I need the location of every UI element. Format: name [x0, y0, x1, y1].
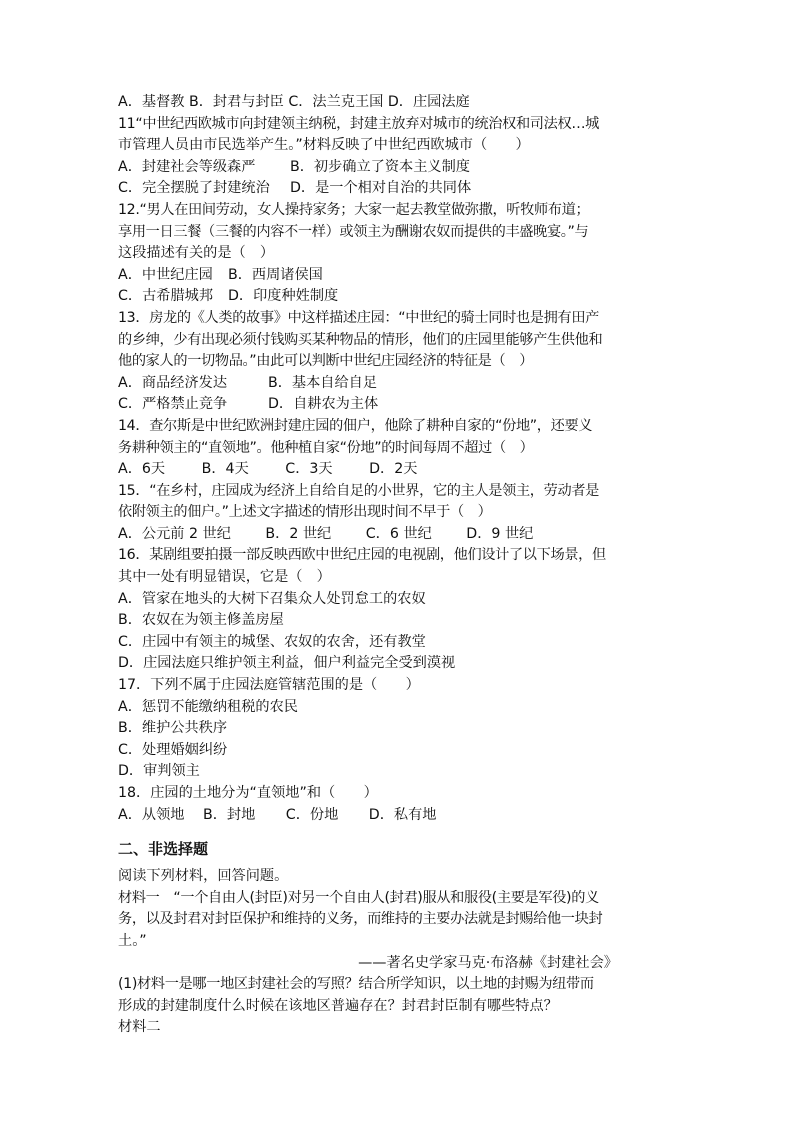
q11-stem-line: 11“中世纪西欧城市向封建领主纳税，封建主放弃对城市的统治权和司法权…城 [118, 115, 599, 132]
q16-stem-line: 其中一处有明显错误，它是（ ） [118, 569, 331, 586]
q14-option-c: C．3天 [285, 461, 333, 478]
sub-question-1-line: (1)材料一是哪一地区封建社会的写照？结合所学知识，以土地的封赐为纽带而 [118, 976, 594, 993]
q13-option-b: B．基本自给自足 [268, 374, 378, 391]
question-15 [118, 481, 678, 546]
question-11 [118, 114, 678, 200]
q10-options: A．基督教 B．封君与封臣 C．法兰克王国 D．庄园法庭 [118, 94, 470, 110]
q16-option-d: D．庄园法庭只维护领主利益，佃户利益完全受到漠视 [118, 655, 456, 672]
q12-option-b: B．西周诸侯国 [228, 266, 323, 283]
q13-option-row [118, 373, 678, 395]
question-14 [118, 416, 678, 481]
q12-option-c: C．古希腊城邦 [118, 288, 214, 305]
q13-stem-line: 13．房龙的《人类的故事》中这样描述庄园：“中世纪的骑士同时也是拥有田产 [118, 309, 599, 326]
q14-option-a: A．6天 [118, 461, 166, 478]
q11-option-a: A．封建社会等级森严 [118, 158, 256, 175]
question-17 [118, 675, 678, 783]
q13-option-a: A．商品经济发达 [118, 374, 228, 391]
q15-option-d: D．9 世纪 [466, 525, 534, 542]
q13-option-row [118, 394, 678, 416]
q14-option-b: B．4天 [201, 461, 249, 478]
material-1 [118, 888, 678, 974]
question-13 [118, 308, 678, 416]
q17-option-c: C．处理婚姻纠纷 [118, 741, 228, 758]
material-1-line: 土。” [118, 932, 147, 949]
q15-option-row [118, 524, 678, 546]
q14-option-d: D．2天 [369, 461, 418, 478]
q18-option-a: A．从领地 [118, 806, 185, 823]
material-2-label: 材料二 [118, 1019, 161, 1036]
q12-stem-line: 12.“男人在田间劳动，女人操持家务；大家一起去教堂做弥撒，听牧师布道； [118, 201, 590, 218]
sub-question-1 [118, 974, 678, 1017]
q16-option-a: A．管家在地头的大树下召集众人处罚怠工的农奴 [118, 590, 426, 607]
q11-stem-line: 市管理人员由市民选举产生。”材料反映了中世纪西欧城市（ ） [118, 137, 530, 154]
sub-question-1-line: 形成的封建制度什么时候在该地区普遍存在？封君封臣制有哪些特点？ [118, 997, 558, 1014]
question-12 [118, 200, 678, 308]
q14-option-row [118, 459, 678, 481]
q17-option-d: D．审判领主 [118, 763, 200, 780]
question-18 [118, 783, 678, 826]
q18-option-b: B．封地 [202, 806, 256, 823]
q11-option-c: C．完全摆脱了封建统治 [118, 180, 270, 197]
q16-option-c: C．庄园中有领主的城堡、农奴的农舍，还有教堂 [118, 633, 426, 650]
question-16 [118, 545, 678, 675]
material-1-source: ——著名史学家马克·布洛赫《封建社会》 [358, 954, 618, 971]
q14-stem-line: 务耕种领主的“直领地”。他种植自家“份地”的时间每周不超过（ ） [118, 439, 534, 456]
q12-option-d: D．印度种姓制度 [228, 288, 339, 305]
q17-stem-line: 17．下列不属于庄园法庭管辖范围的是（ ） [118, 677, 420, 694]
section-title: 二、非选择题 [118, 840, 209, 859]
q15-option-c: C．6 世纪 [365, 525, 432, 542]
q12-option-row [118, 265, 678, 287]
q13-stem-line: 他的家人的一切物品。”由此可以判断中世纪庄园经济的特征是（ ） [118, 353, 534, 370]
q15-stem-line: 15．“在乡村，庄园成为经济上自给自足的小世界，它的主人是领主，劳动者是 [118, 482, 599, 499]
q11-option-b: B．初步确立了资本主义制度 [290, 158, 470, 175]
q11-option-d: D．是一个相对自治的共同体 [290, 180, 472, 197]
q16-stem-line: 16．某剧组要拍摄一部反映西欧中世纪庄园的电视剧，他们设计了以下场景，但 [118, 547, 606, 564]
q13-stem-line: 的乡绅，少有出现必须付钱购买某种物品的情形，他们的庄园里能够产生供他和 [118, 331, 603, 348]
q15-option-a: A．公元前 2 世纪 [118, 525, 231, 542]
material-1-line: 务，以及封君对封臣保护和维持的义务，而维持的主要办法就是封赐给他一块封 [118, 911, 603, 928]
q12-option-row [118, 286, 678, 308]
q15-stem-line: 依附领主的佃户。”上述文字描述的情形出现时间不早于（ ） [118, 504, 492, 521]
q13-option-d: D．自耕农为主体 [268, 396, 379, 413]
q18-option-c: C．份地 [285, 806, 339, 823]
question-content [118, 92, 678, 1039]
q14-stem-line: 14．查尔斯是中世纪欧洲封建庄园的佃户，他除了耕种自家的“份地”，还要义 [118, 417, 593, 434]
q12-stem-line: 享用一日三餐（三餐的内容不一样）或领主为酬谢农奴而提供的丰盛晚宴。”与 [118, 223, 589, 240]
q15-option-b: B．2 世纪 [265, 525, 332, 542]
q12-stem-line: 这段描述有关的是（ ） [118, 245, 275, 262]
q11-option-row [118, 178, 678, 200]
q17-option-a: A．惩罚不能缴纳租税的农民 [118, 698, 298, 715]
q13-option-c: C．严格禁止竞争 [118, 396, 228, 413]
q18-stem-line: 18．庄园的土地分为“直领地”和（ ） [118, 785, 378, 801]
q18-option-d: D．私有地 [368, 806, 437, 823]
q12-option-a: A．中世纪庄园 [118, 266, 213, 283]
q18-option-row [118, 805, 678, 827]
q11-option-row [118, 157, 678, 179]
material-1-line: 材料一 “一个自由人(封臣)对另一个自由人(封君)服从和服役(主要是军役)的义 [118, 889, 599, 906]
section-intro: 阅读下列材料，回答问题。 [118, 868, 289, 885]
q17-option-b: B．维护公共秩序 [118, 720, 228, 737]
q16-option-b: B．农奴在为领主修盖房屋 [118, 612, 284, 629]
